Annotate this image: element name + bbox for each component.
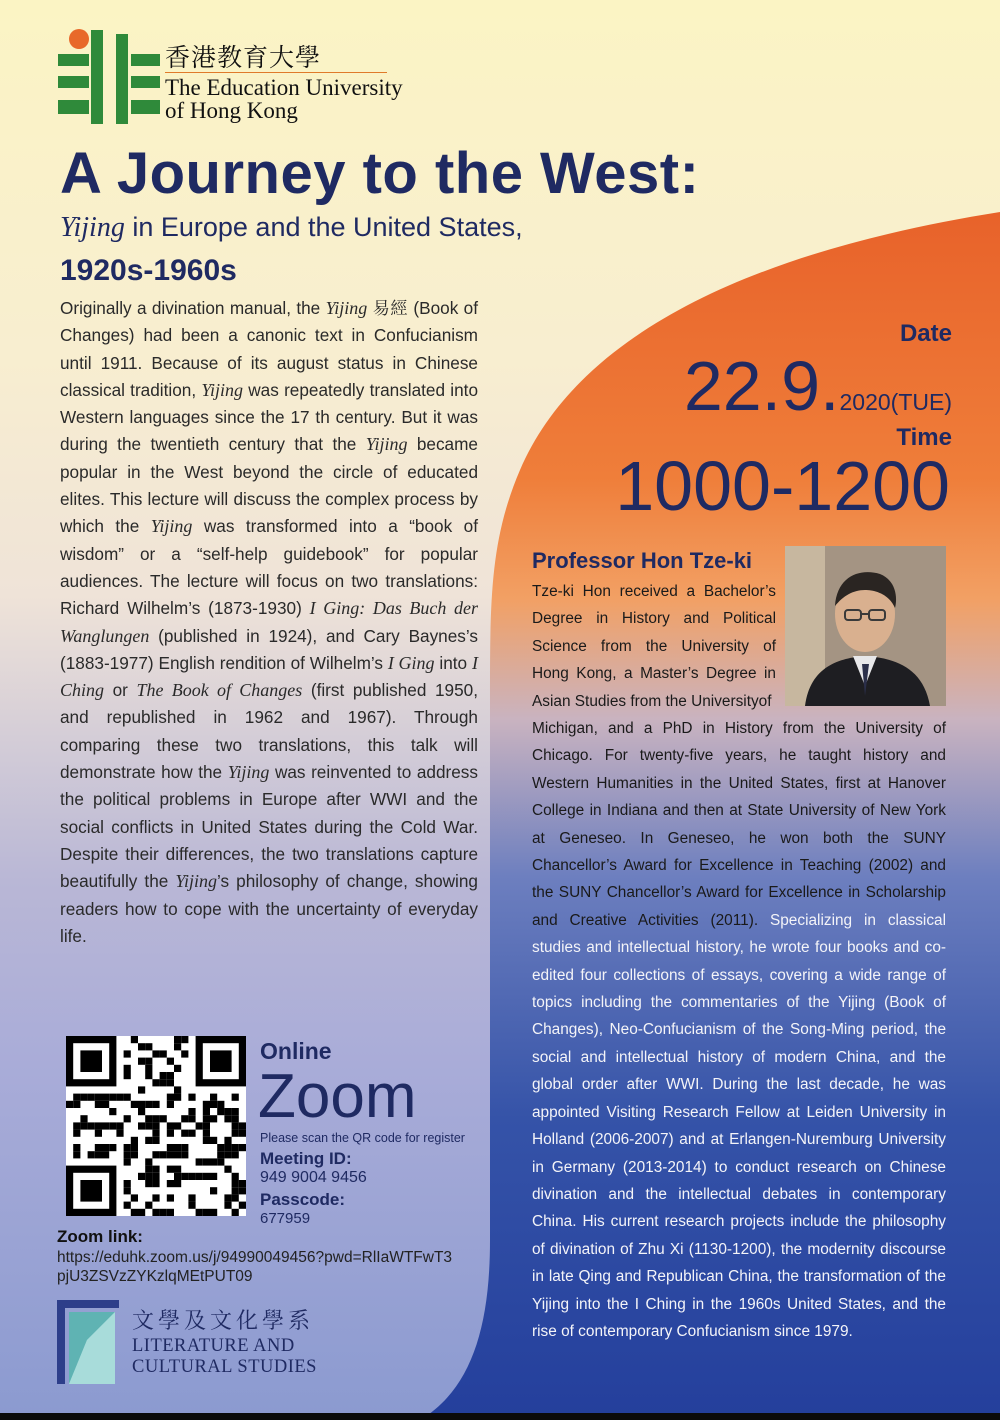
abstract-italic: I Ging: Das Buch der Wanglungen [60,598,478,646]
abstract-text: (published in 1924), and Cary Baynes’s (1883-1977) English rendition of Wilhelm’s [60,625,478,673]
event-title: A Journey to the West: [60,141,700,206]
university-name-line2: of Hong Kong [165,98,298,123]
passcode: 677959 [260,1210,311,1227]
abstract-italic: I Ging [387,652,435,673]
department-name-english [132,1336,317,1378]
scan-instruction: Please scan the QR code for register [260,1131,465,1145]
online-label: Online [260,1038,332,1064]
event-years: 1920s-1960s [60,254,237,287]
speaker-photo [785,546,946,706]
abstract-text: was transformed into a “book of wisdom” or a “self-help guidebook” for popular audiences. The lecture will focus on two translations: Richard Wilhelm’s (1873-1930) [60,516,478,619]
date-label: Date [899,320,952,347]
passcode-label: Passcode: [260,1190,346,1209]
abstract-italic: Yijing [201,379,244,400]
department-name-line2: CULTURAL STUDIES [132,1357,317,1377]
university-name-english [165,76,403,122]
abstract-text: became popular in the West beyond the circle of educated elites. This lecture will discuss the complex process by which the [60,434,478,537]
date-main: 22.9. [683,347,840,425]
department-name-chinese: 文學及文化學系 [132,1309,315,1334]
eduhk-logo [58,28,160,124]
abstract-text: was repeatedly translated into Western languages since the 17 th century. But it was during the twentieth century that the [60,379,478,455]
event-subtitle [60,212,523,244]
date-suffix: 2020(TUE) [839,389,952,415]
meeting-id: 949 9004 9456 [260,1169,367,1186]
zoom-registration-qr-code[interactable] [66,1036,246,1216]
event-time: 1000-1200 [615,447,950,525]
qr-code-pattern [66,1036,246,1216]
abstract-italic: I Ching [60,652,478,701]
lecture-abstract [60,295,478,950]
speaker-bio [532,715,946,1345]
subtitle-rest: in Europe and the United States, [124,212,523,242]
time-label: Time [896,424,952,451]
abstract-italic: Yijing [150,516,193,537]
speaker-bio-part1: Michigan, and a PhD in History from the University of Chicago. For twenty-five years, he taught history and Western Humanities in the United States, first at Hanover College in Indiana and then at State University of New York at Geneseo. In Geneseo, he won both the SUNY Chancellor’s Award for Excellence in Teaching (2002) and the SUNY Chancellor’s Award for Excellence in Scholarship and Creative Activities (2011). [532,720,946,929]
platform-name: Zoom [258,1062,417,1131]
abstract-text: into [434,652,472,673]
speaker-portrait-illustration [785,546,946,706]
abstract-text: Originally a divination manual, the [60,298,326,318]
department-name-line1: LITERATURE AND [132,1336,295,1356]
logo-divider [165,72,387,73]
speaker-bio-intro: Tze-ki Hon received a Bachelor’s Degree in History and Political Science from the University of Hong Kong, a Master’s Degree in Asian Studies from the Universityof [532,583,776,710]
abstract-text: ’s philosophy of change, showing readers how to cope with the uncertainty of everyday life. [60,871,478,946]
abstract-text: 易經 (Book of Changes) had been a canonic text in Confucianism until 1911. Because of its august status in Chinese classical tradition, [60,298,479,400]
university-name-chinese: 香港教育大學 [165,43,322,72]
abstract-italic: Yijing [325,298,368,318]
bottom-border [0,1413,1000,1420]
university-name-line1: The Education University [165,75,403,100]
abstract-italic: Yijing [175,871,218,892]
zoom-link-label: Zoom link: [57,1227,143,1246]
abstract-italic: Yijing [227,762,270,783]
abstract-italic: Yijing [365,434,408,455]
subtitle-italic: Yijing [60,212,125,243]
department-logo [57,1300,119,1384]
speaker-name: Professor Hon Tze-ki [532,548,753,573]
zoom-link[interactable]: https://eduhk.zoom.us/j/94990049456?pwd=RlIaWTFwT3pjU3ZSVzZYKzlqMEtPUT09 [57,1249,453,1285]
abstract-text: was reinvented to address the political problems in Europe after WWI and the social conflicts in United States during the Cold War. Despite their differences, the two translations capture beautifully the [60,762,478,892]
speaker-bio-part2: Specializing in classical studies and intellectual history, he wrote four books and co-edited four collections of essays, covering a wide range of topics including the commentaries of the Yijing (Book of Changes), Neo-Confucianism of the Song-Ming period, the social and intellectual history of modern China, and the global order after WWI. During the last decade, he was appointed Visiting Research Fellow at Leiden University in Holland (2006-2007) and at Erlangen-Nuremburg University in Germany (2013-2014) to conduct research on Chinese divination and the intellectual debates in contemporary China. His current research projects include the philosophy of divination of Zhu Xi (1130-1200), the modernity discourse in late Qing and Republican China, the transformation of the Yijing into the I Ching in the 1960s United States, and the rise of contemporary Confucianism since 1979. [532,911,946,1340]
abstract-text: or [104,680,137,701]
meeting-id-label: Meeting ID: [260,1149,352,1168]
abstract-italic: The Book of Changes [136,680,303,701]
event-date [684,346,952,426]
abstract-text: (first published 1950, and republished in 1962 and 1967). Through comparing these two translations, this talk will demonstrate how the [60,680,478,783]
